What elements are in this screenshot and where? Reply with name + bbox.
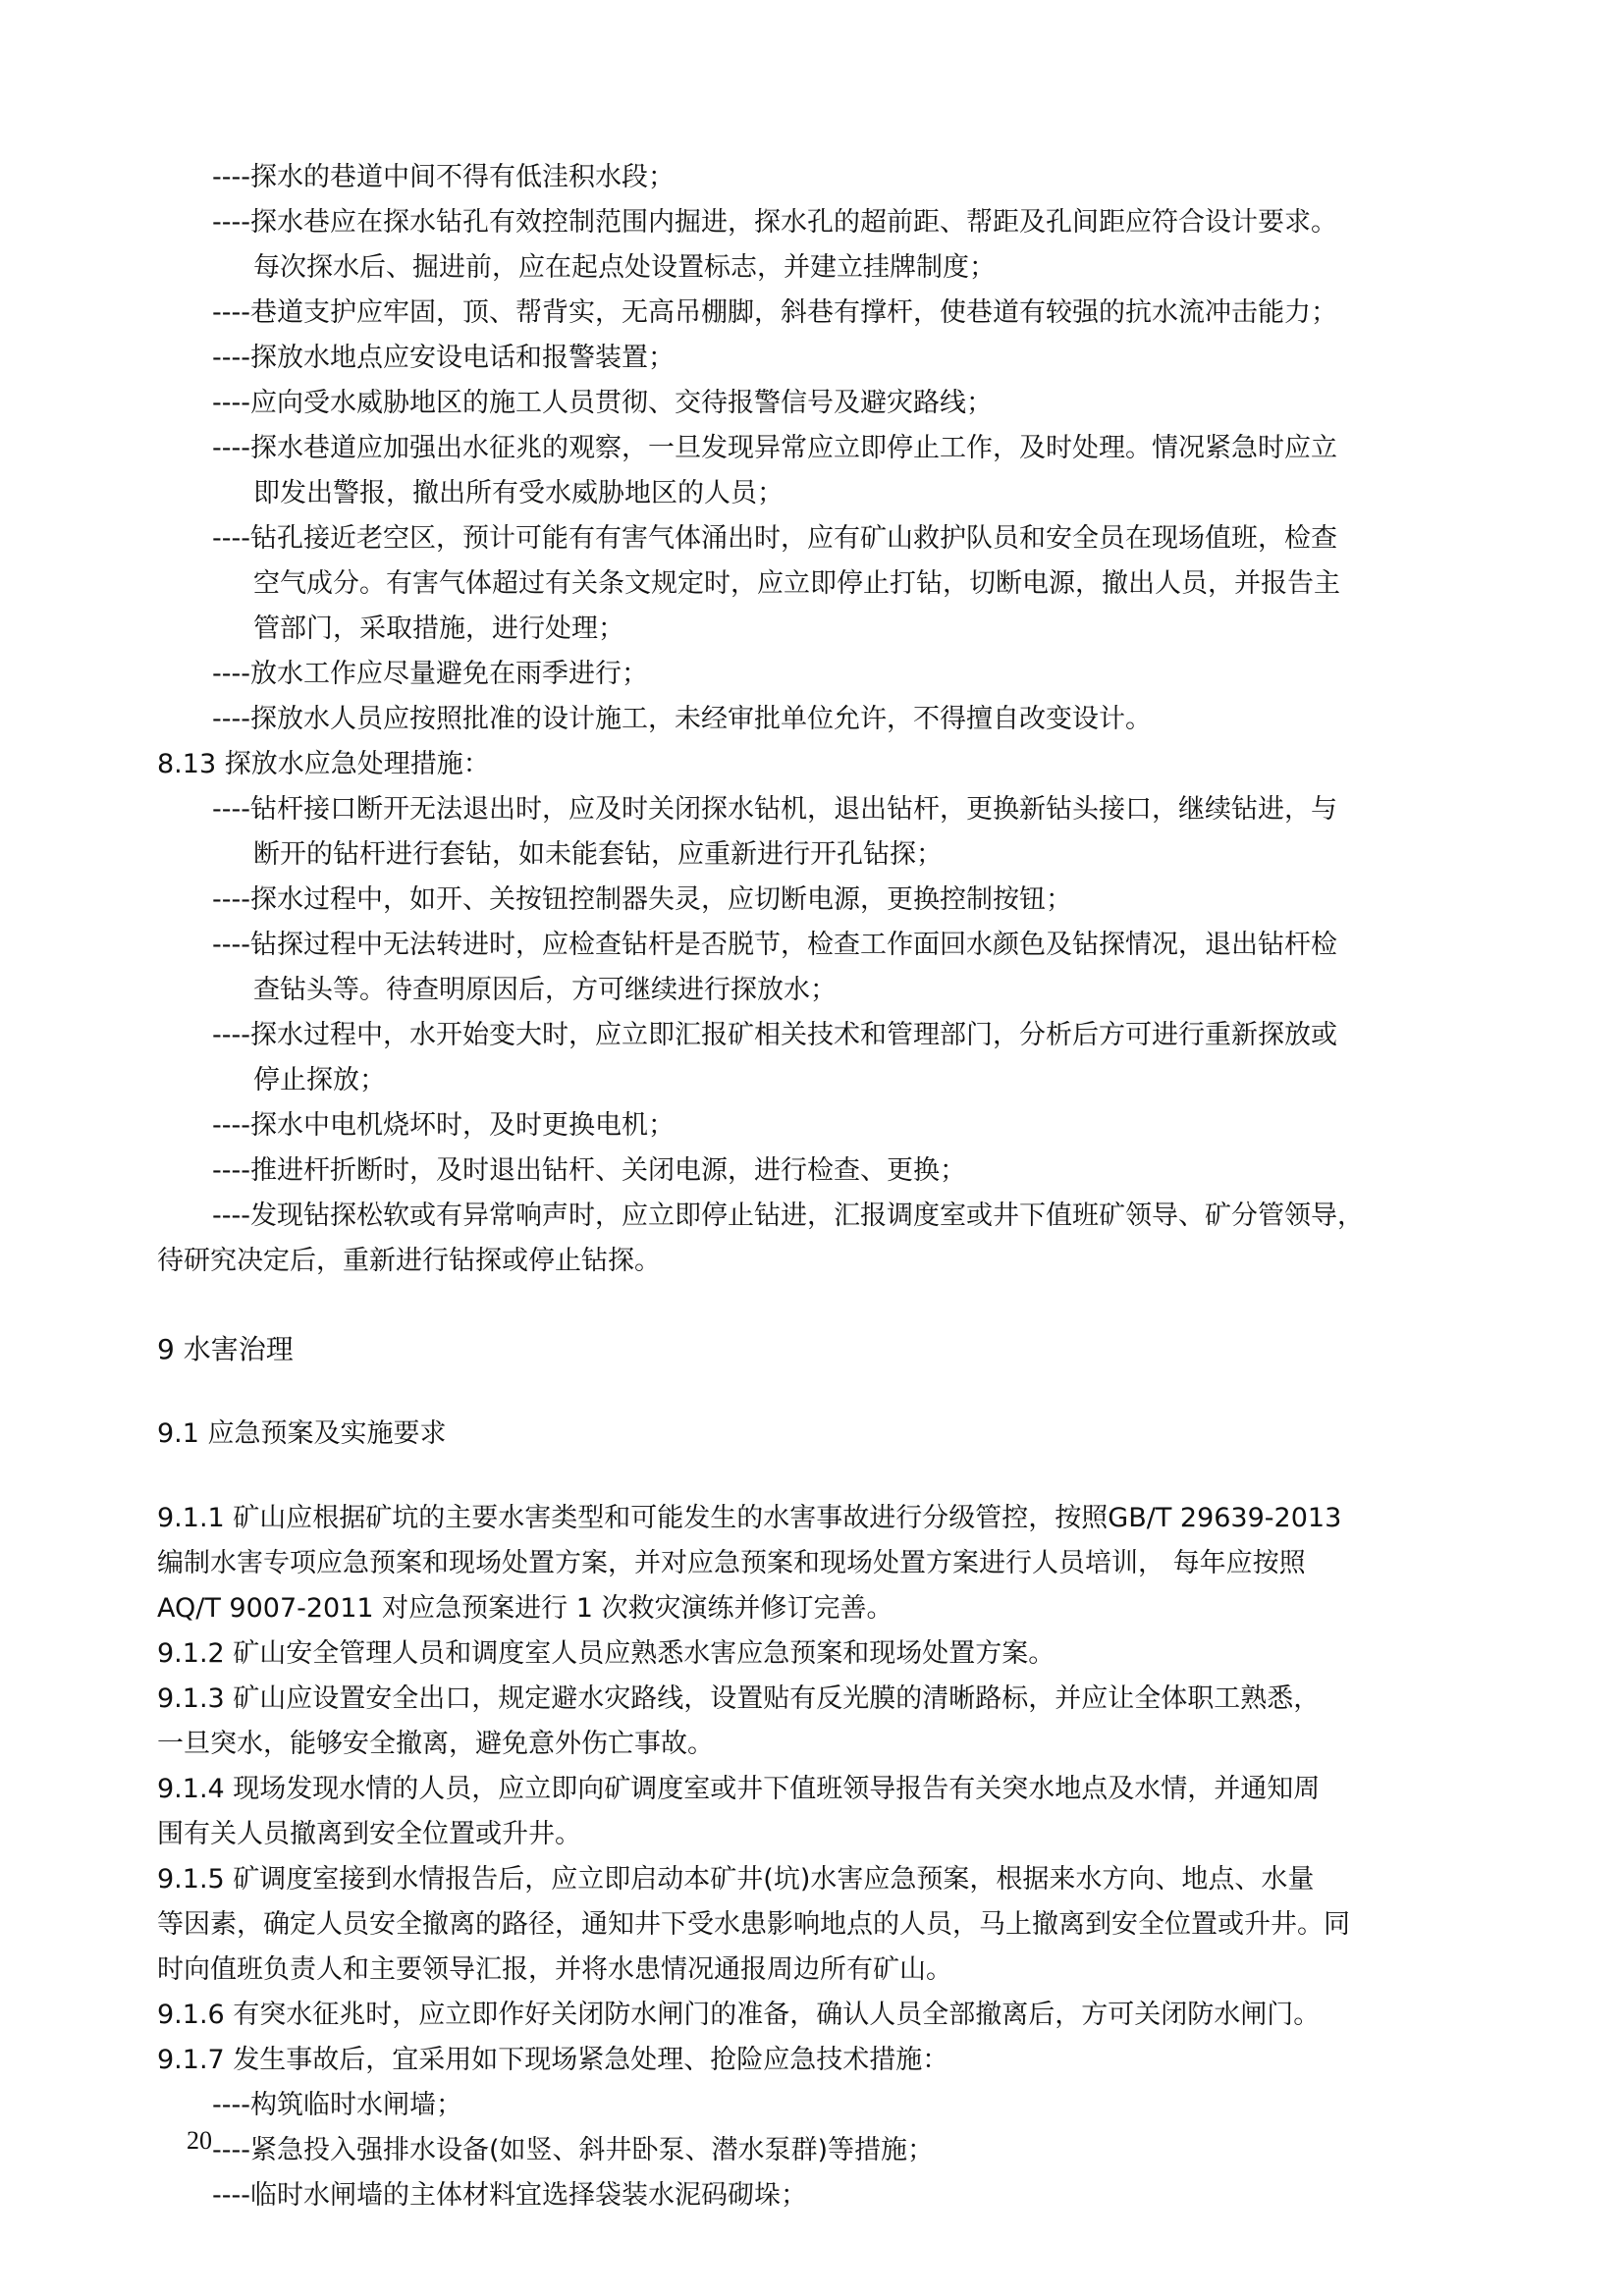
top-text-block xyxy=(157,155,1453,1284)
bullet-line: ----推进杆折断时，及时退出钻杆、关闭电源，进行检查、更换； xyxy=(212,1155,966,1186)
bullet-line: ----紧急投入强排水设备(如竖、斜井卧泵、潜水泵群)等措施； xyxy=(212,2135,935,2165)
text-line: 8.13 探放水应急处理措施： xyxy=(157,749,490,779)
bullet-line: ----巷道支护应牢固，顶、帮背实，无高吊棚脚，斜巷有撑杆，使巷道有较强的抗水流冲击能力； xyxy=(212,297,1337,328)
text-line: 9.1.1 矿山应根据矿坑的主要水害类型和可能发生的水害事故进行分级管控，按照GB/T 29639-2013 xyxy=(157,1503,1342,1533)
bullet-line: ----钻杆接口断开无法退出时，应及时关闭探水钻机，退出钻杆，更换新钻头接口，继续钻进，与 xyxy=(212,794,1337,825)
continuation-line: 断开的钻杆进行套钻，如未能套钻，应重新进行开孔钻探； xyxy=(253,839,943,870)
bullet-line: ----探放水地点应安设电话和报警装置； xyxy=(212,343,675,373)
bullet-line: ----放水工作应尽量避免在雨季进行； xyxy=(212,659,648,689)
text-line: 待研究决定后，重新进行钻探或停止钻探。 xyxy=(157,1246,661,1276)
text-line: 围有关人员撤离到安全位置或升井。 xyxy=(157,1819,581,1849)
section-heading: 9 水害治理 xyxy=(157,1333,294,1365)
bullet-line: ----临时水闸墙的主体材料宜选择袋装水泥码砌垛； xyxy=(212,2180,807,2211)
page-content xyxy=(157,155,1453,2218)
bullet-line: ----探水中电机烧坏时，及时更换电机； xyxy=(212,1110,675,1141)
text-line: 等因素，确定人员安全撤离的路径，通知井下受水患影响地点的人员，马上撤离到安全位置或升井。同 xyxy=(157,1909,1350,1940)
bullet-line: ----钻孔接近老空区，预计可能有有害气体涌出时，应有矿山救护队员和安全员在现场值班，检查 xyxy=(212,523,1337,554)
bottom-text-block xyxy=(157,1496,1453,2218)
text-line: AQ/T 9007-2011 对应急预案进行 1 次救灾演练并修订完善。 xyxy=(157,1593,893,1624)
bullet-line: ----探水巷道应加强出水征兆的观察，一旦发现异常应立即停止工作，及时处理。情况紧急时应立 xyxy=(212,433,1337,463)
continuation-line: 查钻头等。待查明原因后，方可继续进行探放水； xyxy=(253,975,837,1005)
text-line: 9.1.5 矿调度室接到水情报告后，应立即启动本矿井(坑)水害应急预案，根据来水方向、地点、水量 xyxy=(157,1864,1315,1895)
bullet-line: ----发现钻探松软或有异常响声时，应立即停止钻进，汇报调度室或井下值班矿领导、矿分管领导， xyxy=(212,1201,1364,1231)
text-line: 编制水害专项应急预案和现场处置方案，并对应急预案和现场处置方案进行人员培训， 每年应按照 xyxy=(157,1548,1306,1578)
bullet-line: ----探放水人员应按照批准的设计施工，未经审批单位允许，不得擅自改变设计。 xyxy=(212,704,1152,734)
subsection-heading: 9.1 应急预案及实施要求 xyxy=(157,1418,447,1449)
continuation-line: 停止探放； xyxy=(253,1065,386,1095)
bullet-line: ----探水过程中，如开、关按钮控制器失灵，应切断电源，更换控制按钮； xyxy=(212,884,1072,915)
text-line: 一旦突水，能够安全撤离，避免意外伤亡事故。 xyxy=(157,1729,714,1759)
bullet-line: ----钻探过程中无法转进时，应检查钻杆是否脱节，检查工作面回水颜色及钻探情况，退出钻杆检 xyxy=(212,930,1337,960)
bullet-line: ----探水的巷道中间不得有低洼积水段； xyxy=(212,162,675,192)
text-line: 9.1.7 发生事故后，宜采用如下现场紧急处理、抢险应急技术措施： xyxy=(157,2045,949,2075)
bullet-line: ----探水过程中，水开始变大时，应立即汇报矿相关技术和管理部门，分析后方可进行重新探放或 xyxy=(212,1020,1337,1050)
continuation-line: 即发出警报，撤出所有受水威胁地区的人员； xyxy=(253,478,784,508)
text-line: 9.1.6 有突水征兆时，应立即作好关闭防水闸门的准备，确认人员全部撤离后，方可关闭防水闸门。 xyxy=(157,2000,1321,2030)
text-line: 9.1.4 现场发现水情的人员，应立即向矿调度室或井下值班领导报告有关突水地点及水情，并通知周 xyxy=(157,1774,1321,1804)
bullet-line: ----应向受水威胁地区的施工人员贯彻、交待报警信号及避灾路线； xyxy=(212,388,993,418)
continuation-line: 管部门，采取措施，进行处理； xyxy=(253,614,624,644)
bullet-line: ----构筑临时水闸墙； xyxy=(212,2090,462,2120)
continuation-line: 每次探水后、掘进前，应在起点处设置标志，并建立挂牌制度； xyxy=(253,252,996,283)
bullet-line: ----探水巷应在探水钻孔有效控制范围内掘进，探水孔的超前距、帮距及孔间距应符合设计要求。 xyxy=(212,207,1337,238)
text-line: 时向值班负责人和主要领导汇报，并将水患情况通报周边所有矿山。 xyxy=(157,1954,952,1985)
page-number: 20 xyxy=(187,2126,212,2155)
continuation-line: 空气成分。有害气体超过有关条文规定时，应立即停止打钻，切断电源，撤出人员，并报告主 xyxy=(253,568,1340,599)
text-line: 9.1.3 矿山应设置安全出口，规定避水灾路线，设置贴有反光膜的清晰路标，并应让全体职工熟悉， xyxy=(157,1683,1321,1714)
text-line: 9.1.2 矿山安全管理人员和调度室人员应熟悉水害应急预案和现场处置方案。 xyxy=(157,1638,1056,1669)
